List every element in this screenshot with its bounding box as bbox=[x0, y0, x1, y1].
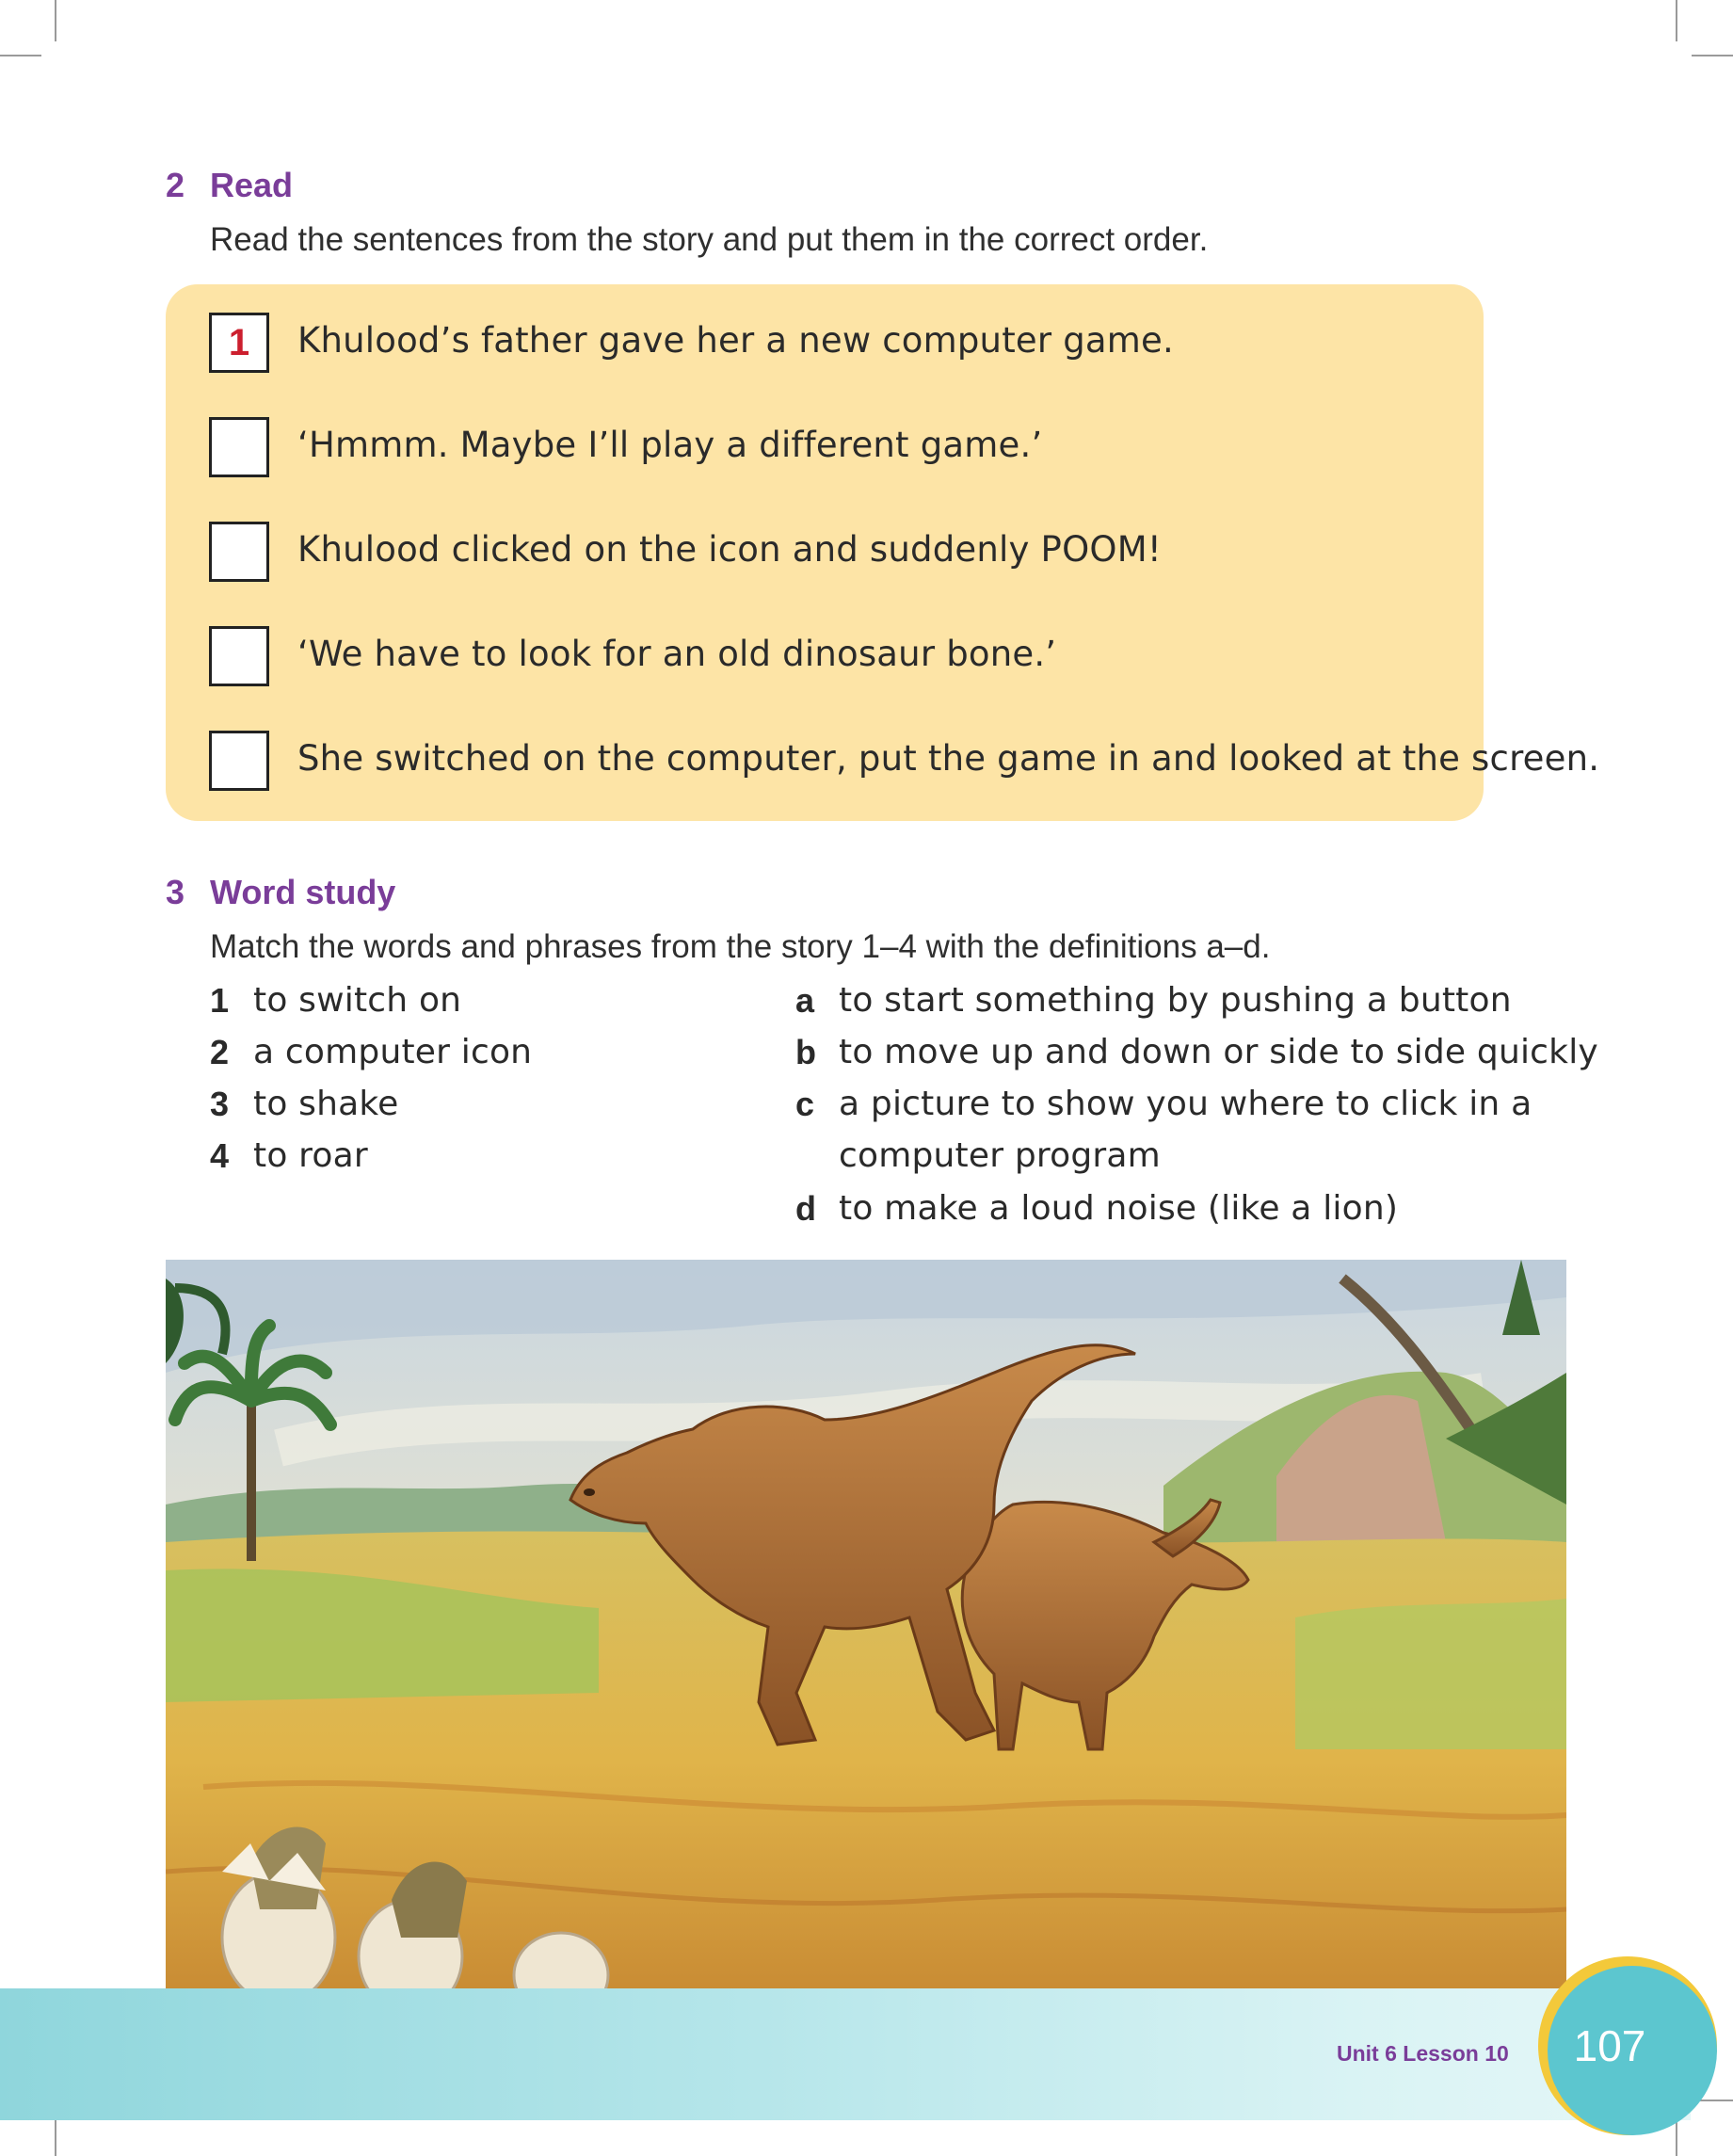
section-3-title: Word study bbox=[210, 873, 396, 911]
order-sentence: She switched on the computer, put the game in and looked at the screen. bbox=[297, 738, 1600, 779]
order-item bbox=[166, 307, 1484, 382]
dinosaur-illustration bbox=[166, 1260, 1566, 1990]
definition-text: to start something by pushing a button bbox=[839, 981, 1512, 1020]
order-sentence: ‘Hmmm. Maybe I’ll play a different game.’ bbox=[297, 425, 1043, 465]
crop-mark bbox=[1692, 55, 1733, 56]
word-text: a computer icon bbox=[253, 1033, 533, 1071]
crop-mark bbox=[0, 55, 41, 56]
word-number: 2 bbox=[210, 1033, 230, 1071]
sentence-order-panel bbox=[166, 284, 1600, 821]
section-2-heading bbox=[166, 166, 293, 205]
section-2-instruction: Read the sentences from the story and put them in the correct order. bbox=[210, 221, 1209, 258]
page-number: 107 bbox=[1573, 2021, 1646, 2070]
order-number-box[interactable] bbox=[209, 731, 269, 791]
order-item bbox=[166, 516, 1484, 591]
definition-letter: c bbox=[795, 1085, 815, 1123]
crop-mark bbox=[1676, 0, 1677, 41]
definition-text: to make a loud noise (like a lion) bbox=[839, 1189, 1399, 1228]
definition-text: to move up and down or side to side quickly bbox=[839, 1033, 1598, 1071]
order-sentence: Khulood clicked on the icon and suddenly POOM! bbox=[297, 529, 1162, 570]
definition-text-continued: computer program bbox=[839, 1136, 1161, 1175]
order-number-box[interactable] bbox=[209, 626, 269, 686]
crop-mark bbox=[55, 0, 56, 41]
order-number-box[interactable] bbox=[209, 522, 269, 582]
order-item bbox=[166, 411, 1484, 487]
word-text: to roar bbox=[253, 1136, 368, 1175]
order-number-box[interactable]: 1 bbox=[209, 313, 269, 373]
section-3-heading bbox=[166, 873, 395, 912]
section-2-title: Read bbox=[210, 166, 294, 204]
word-number: 1 bbox=[210, 981, 230, 1020]
order-sentence: ‘We have to look for an old dinosaur bone.’ bbox=[297, 634, 1057, 674]
order-item bbox=[166, 620, 1484, 696]
section-3-instruction: Match the words and phrases from the story 1–4 with the definitions a–d. bbox=[210, 928, 1271, 965]
definition-text: a picture to show you where to click in a bbox=[839, 1085, 1532, 1123]
crop-mark bbox=[55, 2115, 56, 2156]
definition-letter: d bbox=[795, 1189, 816, 1228]
definition-letter: b bbox=[795, 1033, 816, 1071]
footer-lesson-label: Unit 6 Lesson 10 bbox=[1337, 2041, 1509, 2066]
word-text: to switch on bbox=[253, 981, 462, 1020]
definition-letter: a bbox=[795, 981, 815, 1020]
section-2-number: 2 bbox=[166, 166, 185, 204]
order-item bbox=[166, 725, 1600, 800]
section-3-number: 3 bbox=[166, 873, 185, 911]
order-sentence: Khulood’s father gave her a new computer game. bbox=[297, 320, 1174, 361]
word-text: to shake bbox=[253, 1085, 399, 1123]
word-number: 4 bbox=[210, 1136, 230, 1175]
word-number: 3 bbox=[210, 1085, 230, 1123]
order-number-box[interactable] bbox=[209, 417, 269, 477]
